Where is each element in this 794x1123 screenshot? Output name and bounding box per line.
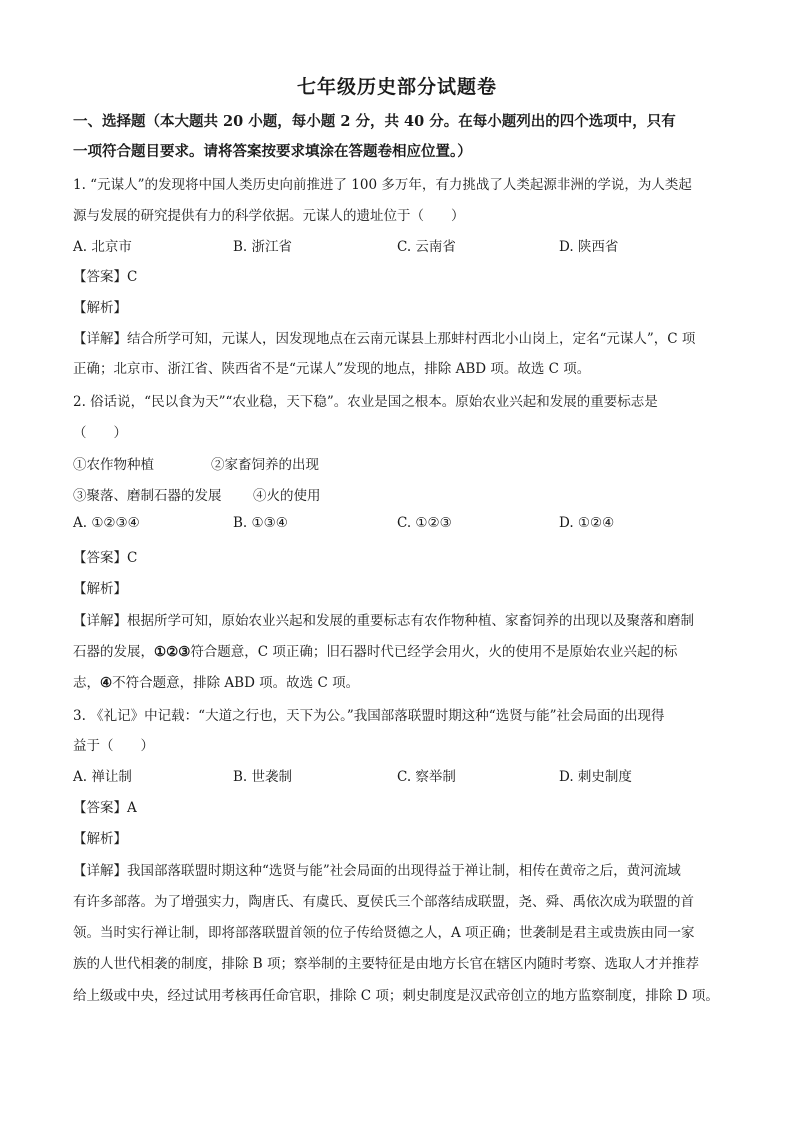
q3-option-c: C. 察举制 xyxy=(397,769,456,785)
section-heading-line-2: 一项符合题目要求。请将答案按要求填涂在答题卷相应位置。） xyxy=(73,143,472,160)
q2-detail-line-2 xyxy=(73,640,677,660)
q2-stem-line-2: （ ） xyxy=(73,425,127,441)
q2-detail-3b: ④ xyxy=(100,675,113,691)
section-heading-line-1: 一、选择题（本大题共 20 小题，每小题 2 分，共 40 分。在每小题列出的四个选项中，只有 xyxy=(73,113,676,130)
q1-stem-line-1: 1. “元谋人”的发现将中国人类历史向前推进了 100 多万年，有力挑战了人类起源非洲的学说，为人类起 xyxy=(73,177,692,193)
q1-detail-line-2: 正确；北京市、浙江省、陕西省不是“元谋人”发现的地点，排除 ABD 项。故选 C 项。 xyxy=(73,361,591,377)
q2-analysis-label: 【解析】 xyxy=(73,581,127,597)
q2-detail-2a: 石器的发展， xyxy=(73,644,154,660)
q2-item-1: ①农作物种植 xyxy=(73,457,154,473)
q2-option-a: A. ①②③④ xyxy=(73,515,140,531)
q2-item-4: ④火的使用 xyxy=(253,488,321,504)
q3-detail-line-1: 【详解】我国部落联盟时期这种“选贤与能”社会局面的出现得益于禅让制，相传在黄帝之后，黄河流域 xyxy=(73,863,681,879)
q3-analysis-label: 【解析】 xyxy=(73,831,127,847)
q1-stem-line-2: 源与发展的研究提供有力的科学依据。元谋人的遗址位于（ ） xyxy=(73,208,465,224)
q2-detail-line-1: 【详解】根据所学可知，原始农业兴起和发展的重要标志有农作物种植、家畜饲养的出现以及聚落和磨制 xyxy=(73,613,694,629)
q3-answer: 【答案】A xyxy=(73,800,137,816)
q3-stem-line-1: 3. 《礼记》中记载：“大道之行也，天下为公。”我国部落联盟时期这种“选贤与能”社会局面的出现得 xyxy=(73,708,665,724)
q3-detail-line-4: 族的人世代相袭的制度，排除 B 项；察举制的主要特征是由地方长官在辖区内随时考察、选取人才并推荐 xyxy=(73,956,700,972)
q3-detail-line-2: 有许多部落。为了增强实力，陶唐氏、有虞氏、夏侯氏三个部落结成联盟，尧、舜、禹依次成为联盟的首 xyxy=(73,894,694,910)
q3-detail-line-3: 领。当时实行禅让制，即将部落联盟首领的位子传给贤德之人，A 项正确；世袭制是君主或贵族由同一家 xyxy=(73,925,695,941)
q2-option-d: D. ①②④ xyxy=(559,515,615,531)
q2-detail-3a: 志， xyxy=(73,675,100,691)
q2-detail-3c: 不符合题意，排除 ABD 项。故选 C 项。 xyxy=(112,675,360,691)
q1-option-d: D. 陕西省 xyxy=(559,239,619,255)
q1-detail-line-1: 【详解】结合所学可知，元谋人，因发现地点在云南元谋县上那蚌村西北小山岗上，定名“元谋人”，C 项 xyxy=(73,331,696,347)
q3-detail-line-5: 给上级或中央，经过试用考核再任命官职，排除 C 项；刺史制度是汉武帝创立的地方监察制度，排除 D 项。 xyxy=(73,988,719,1004)
q1-analysis-label: 【解析】 xyxy=(73,300,127,316)
q2-detail-line-3 xyxy=(73,671,359,691)
q2-option-b: B. ①③④ xyxy=(233,515,288,531)
q2-detail-2c: 符合题意，C 项正确；旧石器时代已经学会用火，火的使用不是原始农业兴起的标 xyxy=(190,644,678,660)
q3-option-d: D. 刺史制度 xyxy=(559,769,632,785)
q1-answer: 【答案】C xyxy=(73,269,138,285)
q2-item-2: ②家畜饲养的出现 xyxy=(211,457,319,473)
q1-option-b: B. 浙江省 xyxy=(233,239,293,255)
q2-answer: 【答案】C xyxy=(73,550,138,566)
q2-item-3: ③聚落、磨制石器的发展 xyxy=(73,488,222,504)
q3-option-b: B. 世袭制 xyxy=(233,769,293,785)
q1-option-c: C. 云南省 xyxy=(397,239,456,255)
q2-option-c: C. ①②③ xyxy=(397,515,452,531)
q2-stem-line-1: 2. 俗话说，“民以食为天”“农业稳，天下稳”。农业是国之根本。原始农业兴起和发展的重要标志是 xyxy=(73,394,658,410)
q3-option-a: A. 禅让制 xyxy=(73,769,132,785)
page-title: 七年级历史部分试题卷 xyxy=(296,76,497,98)
q3-stem-line-2: 益于（ ） xyxy=(73,738,154,754)
q2-detail-2b: ①②③ xyxy=(154,644,191,660)
q1-option-a: A. 北京市 xyxy=(73,239,132,255)
